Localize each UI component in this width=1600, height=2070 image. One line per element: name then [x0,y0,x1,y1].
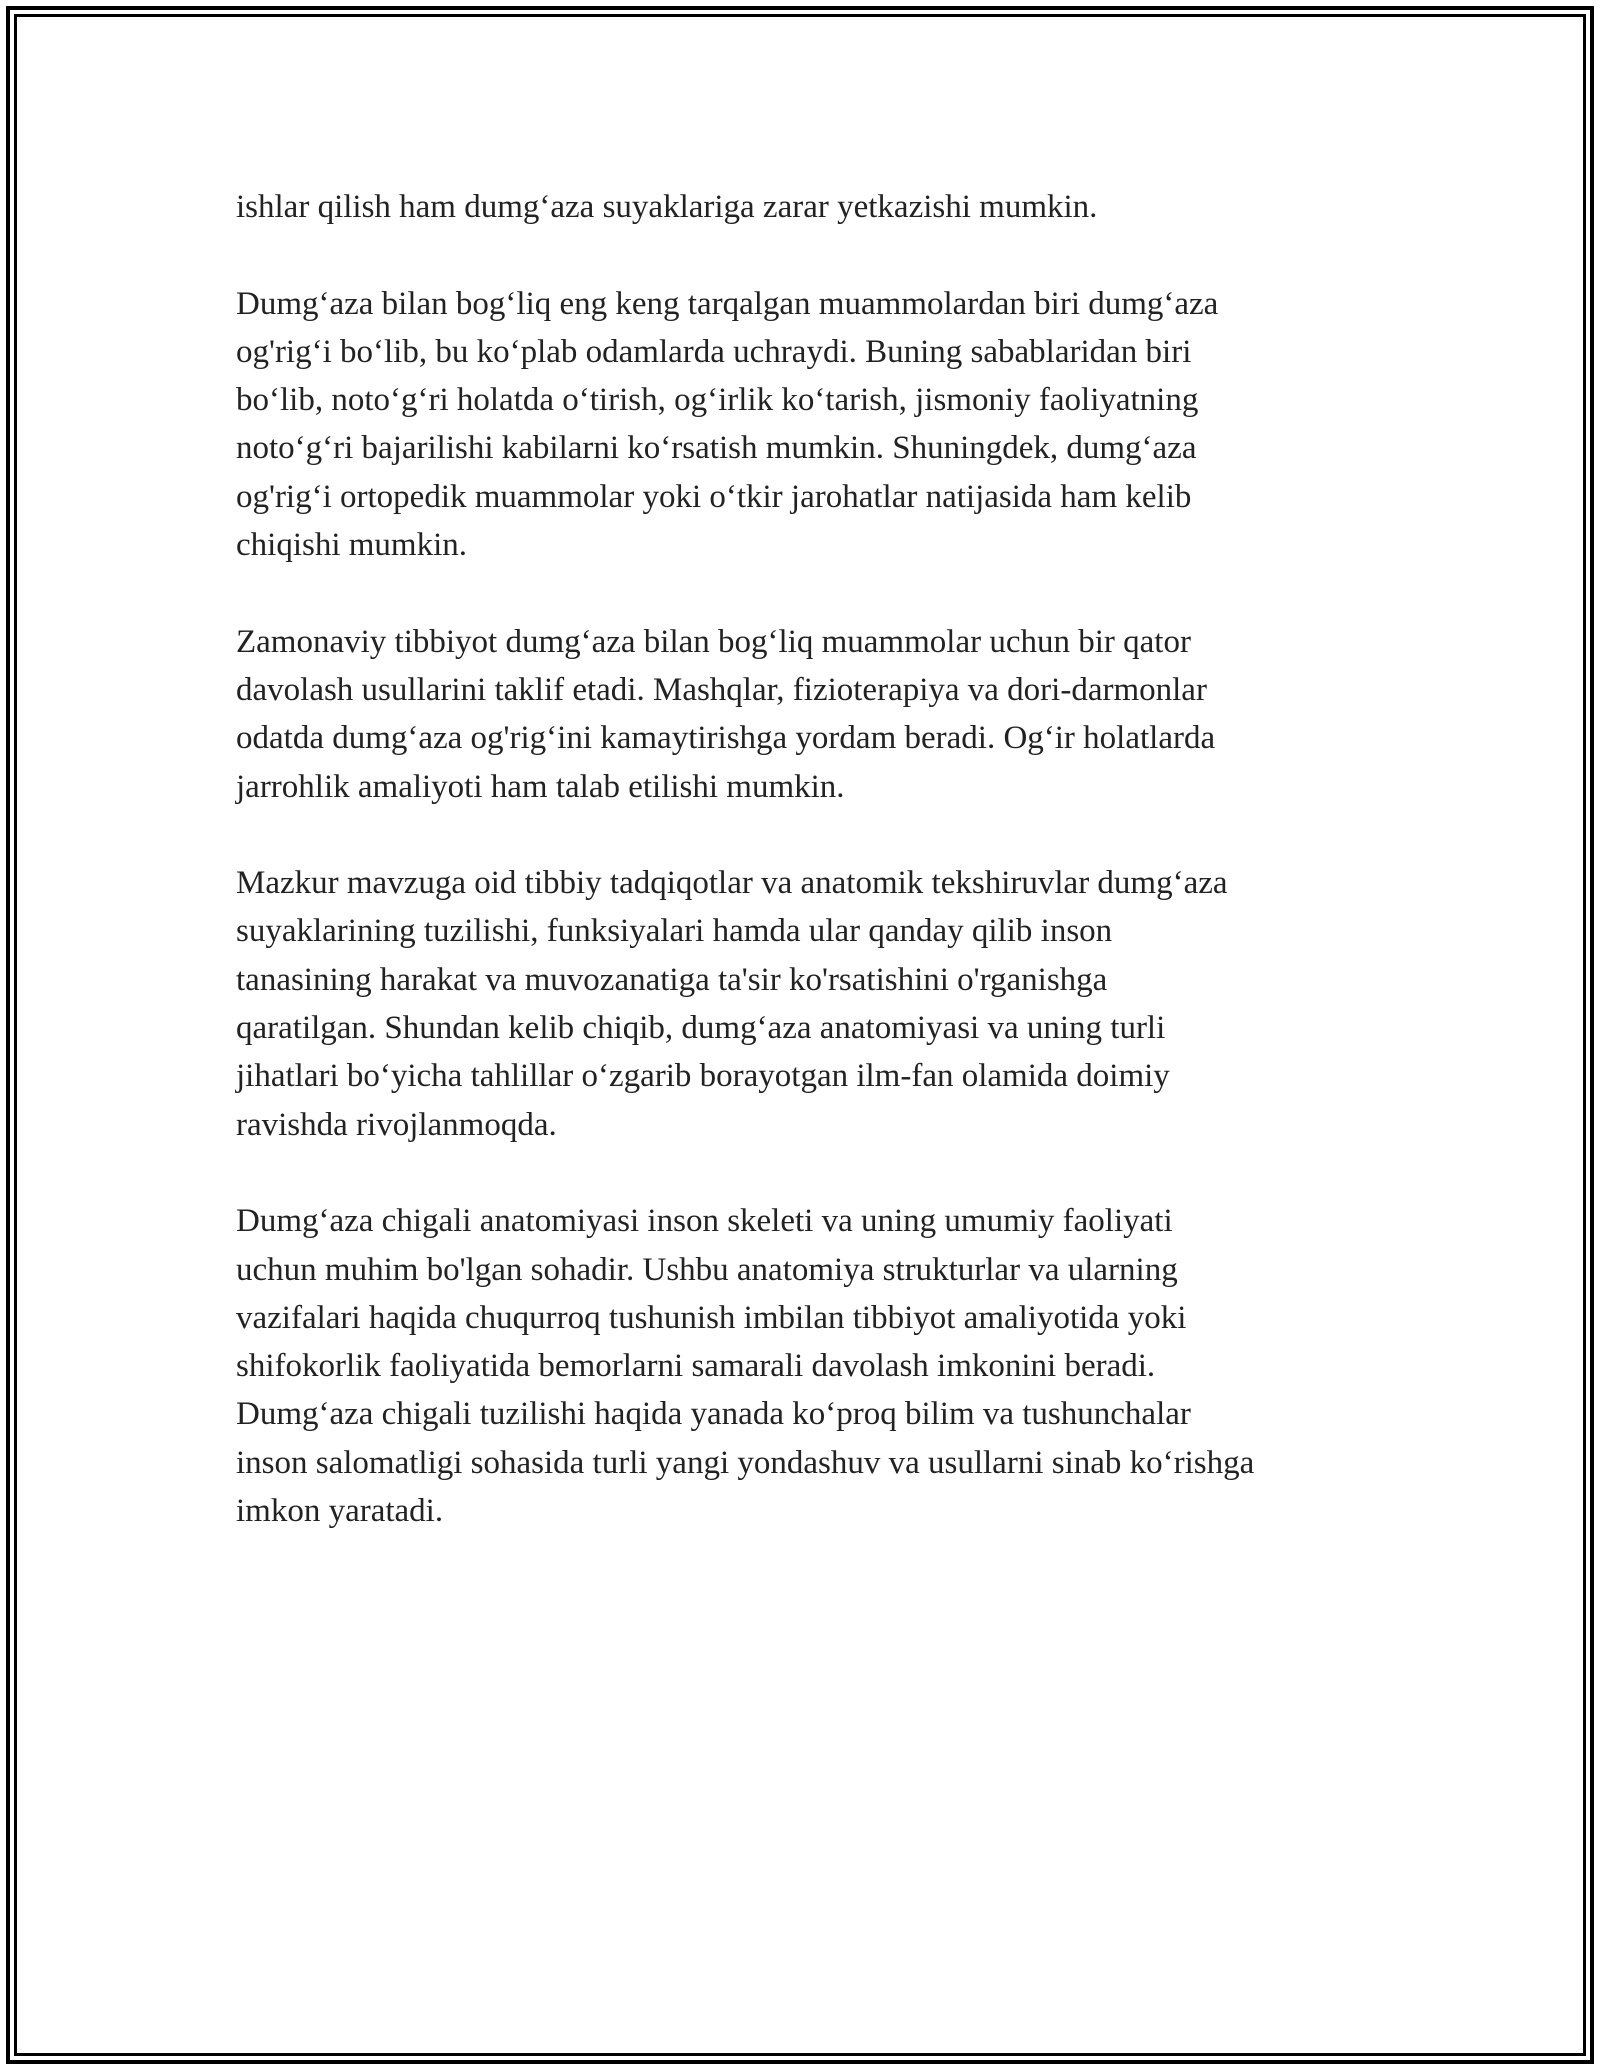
text-line: imkon yaratadi. [236,1493,444,1530]
paragraph-2 [236,280,1371,570]
text-line: tanasining harakat va muvozanatiga ta'sir ko'rsatishini o'rganishga [236,961,1108,998]
text-line: suyaklarining tuzilishi, funksiyalari hamda ular qanday qilib inson [236,913,1113,950]
text-line: bo‘lib, noto‘g‘ri holatda o‘tirish, og‘irlik ko‘tarish, jismoniy faoliyatning [236,382,1199,419]
text-line: og'rig‘i ortopedik muammolar yoki o‘tkir jarohatlar natijasida ham kelib [236,478,1192,515]
text-line: uchun muhim bo'lgan sohadir. Ushbu anatomiya strukturlar va ularning [236,1251,1178,1288]
text-line: Dumg‘aza bilan bog‘liq eng keng tarqalgan muammolardan biri dumg‘aza [236,285,1219,322]
text-line: vazifalari haqida chuqurroq tushunish imbilan tibbiyot amaliyotida yoki [236,1299,1187,1336]
text-line: odatda dumg‘aza og'rig‘ini kamaytirishga yordam beradi. Og‘ir holatlarda [236,720,1216,757]
text-line: og'rig‘i bo‘lib, bu ko‘plab odamlarda uchraydi. Buning sabablaridan biri [236,333,1192,370]
text-line: davolash usullarini taklif etadi. Mashqlar, fizioterapiya va dori-darmonlar [236,671,1207,708]
text-line: Dumg‘aza chigali tuzilishi haqida yanada ko‘proq bilim va tushunchalar [236,1396,1191,1433]
text-line: Mazkur mavzuga oid tibbiy tadqiqotlar va anatomik tekshiruvlar dumg‘aza [236,865,1228,902]
text-line: ravishda rivojlanmoqda. [236,1106,557,1143]
paragraph-3 [236,618,1371,811]
text-line: Dumg‘aza chigali anatomiyasi inson skeleti va uning umumiy faoliyati [236,1203,1173,1240]
text-line: jarrohlik amaliyoti ham talab etilishi mumkin. [236,768,845,805]
text-line: jihatlari bo‘yicha tahlillar o‘zgarib borayotgan ilm-fan olamida doimiy [236,1058,1170,1095]
paragraph-5 [236,1197,1371,1535]
document-body [236,183,1371,1584]
text-line: inson salomatligi sohasida turli yangi yondashuv va usullarni sinab ko‘rishga [236,1444,1255,1481]
text-line: Zamonaviy tibbiyot dumg‘aza bilan bog‘liq muammolar uchun bir qator [236,623,1191,660]
text-line: chiqishi mumkin. [236,527,467,564]
text-line: shifokorlik faoliyatida bemorlarni samarali davolash imkonini beradi. [236,1348,1156,1385]
text-line: ishlar qilish ham dumg‘aza suyaklariga zarar yetkazishi mumkin. [236,189,1098,225]
text-line: noto‘g‘ri bajarilishi kabilarni ko‘rsatish mumkin. Shuningdek, dumg‘aza [236,430,1197,467]
paragraph-4 [236,859,1371,1149]
paragraph-1 [236,183,1371,231]
text-line: qaratilgan. Shundan kelib chiqib, dumg‘aza anatomiyasi va uning turli [236,1010,1166,1047]
